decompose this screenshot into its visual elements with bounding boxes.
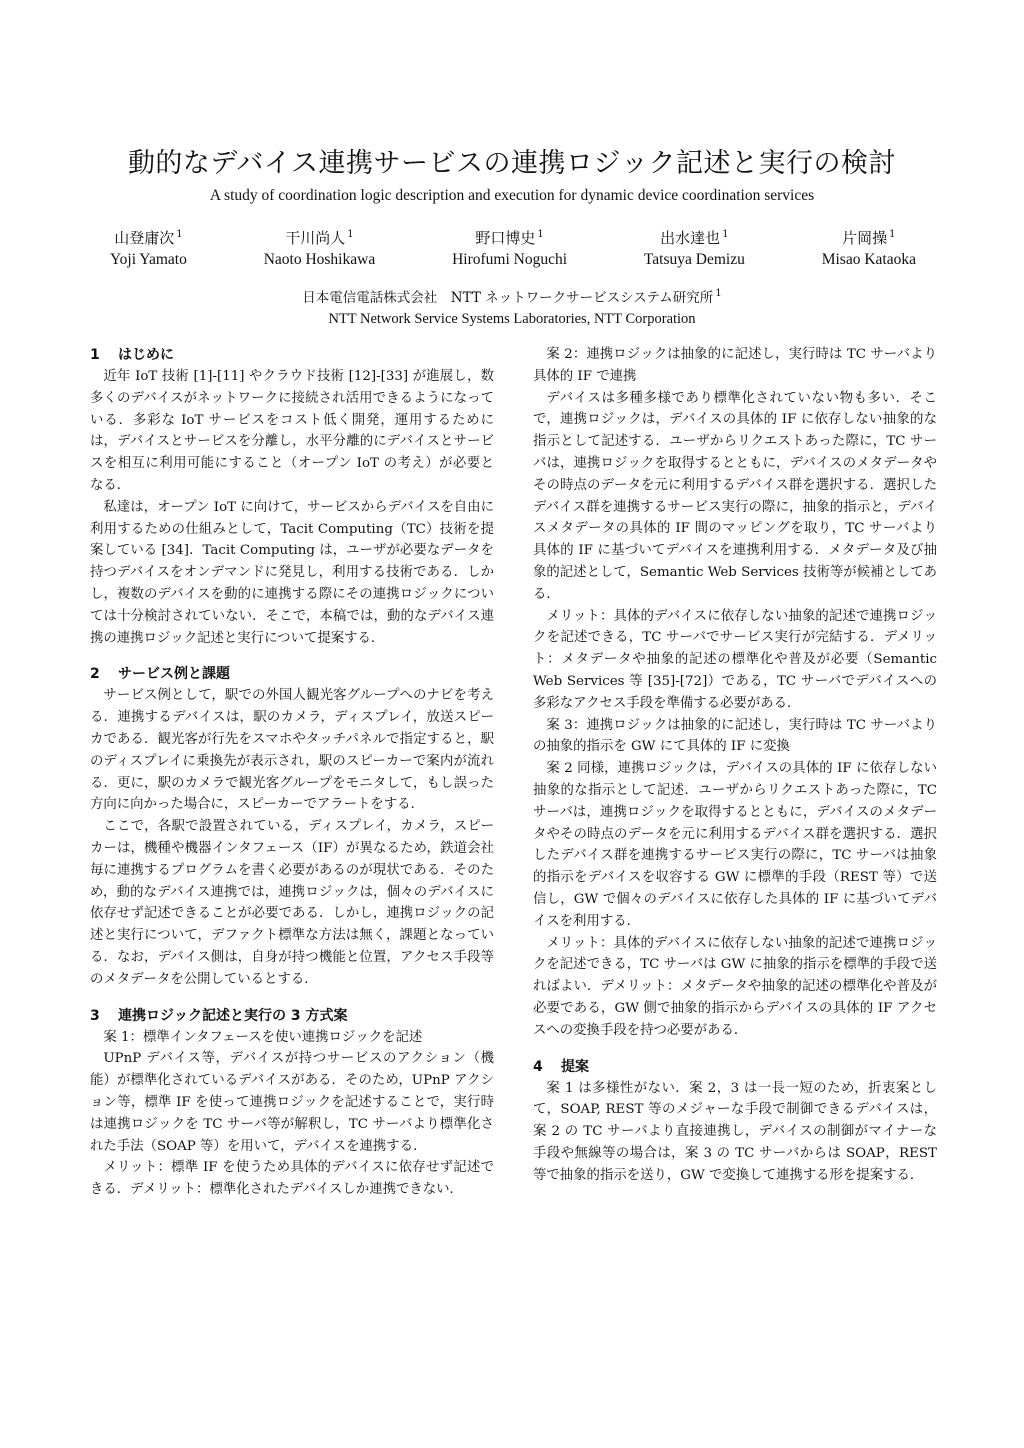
- author-name-jp: 干川尚人: [285, 229, 346, 247]
- author: [644, 224, 745, 271]
- paragraph: メリット：具体的デバイスに依存しない抽象的記述で連携ロジックを記述できる，TC サーバでサービス実行が完結する．デメリット：メタデータや抽象的記述の標準化や普及が必要（Semantic Web Services 等 [35]-[72]）である，TC サーバでデバイスへの多彩なアクセス手段を準備する必要がある．: [533, 608, 937, 711]
- paragraph: サービス例として，駅での外国人観光客グループへのナビを考える．連携するデバイスは，駅のカメラ，ディスプレイ，放送スピーカである．観光客が行先をスマホやタッチパネルで指定すると，駅のディスプレイに乗換先が表示され，駅のスピーカーで案内が流れる．更に，駅のカメラで観光客グループをモニタして，もし誤った方向に向かった場合に，スピーカーでアラートをする．: [90, 688, 494, 813]
- author-name-en: Hirofumi Noguchi: [452, 251, 568, 268]
- paragraph: メリット：標準 IF を使うため具体的デバイスに依存せず記述できる．デメリット：標準化されたデバイスしか連携できない．: [90, 1160, 494, 1198]
- author-name-en: Yoji Yamato: [110, 251, 187, 268]
- author-name-jp: 野口博史: [475, 229, 536, 247]
- section-number: 4: [533, 1058, 543, 1075]
- paragraph: 案 3：連携ロジックは抽象的に記述し，実行時は TC サーバよりの抽象的指示を GW にて具体的 IF に変換: [533, 717, 937, 755]
- left-column: [90, 344, 494, 1201]
- author-affil-mark: 1: [176, 229, 183, 240]
- author-name-jp: 山登庸次: [114, 229, 175, 247]
- section-title: 連携ロジック記述と実行の 3 方式案: [118, 1007, 348, 1024]
- author-list: [110, 224, 916, 271]
- affiliation-en: NTT Network Service Systems Laboratories, NTT Corporation: [328, 311, 696, 327]
- section-title: 提案: [561, 1058, 589, 1075]
- paragraph: 近年 IoT 技術 [1]-[11] やクラウド技術 [12]-[33] が進展し，数多くのデバイスがネットワークに接続され活用できるようになっている．多彩な IoT サービスをコスト低く開発，運用するためには，デバイスとサービスを分離し，水平分離的にデバイスとサービスを相互に利用可能にすること（オープン IoT の考え）が必要となる．: [90, 369, 494, 493]
- author-name-en: Tatsuya Demizu: [643, 251, 745, 268]
- section-heading: [90, 663, 494, 685]
- paragraph: ここで，各駅で設置されている，ディスプレイ，カメラ，スピーカーは，機種や機器インタフェース（IF）が異なるため，鉄道会社毎に連携するプログラムを書く必要があるのが現状である．そのため，動的なデバイス連携では，連携ロジックは，個々のデバイスに依存せず記述できることが必要である．しかし，連携ロジックの記述と実行について，デファクト標準な方法は無く，課題となっている．なお，デバイス側は，自身が持つ機能と位置，アクセス手段等のメタデータを公開しているとする．: [90, 819, 494, 987]
- section-heading: [533, 1056, 937, 1078]
- affiliation: [0, 283, 1024, 330]
- author-name-en: Naoto Hoshikawa: [263, 251, 376, 268]
- author-affil-mark: 1: [889, 229, 896, 240]
- paragraph: 案 1：標準インタフェースを使い連携ロジックを記述: [103, 1029, 423, 1045]
- section-number: 1: [90, 347, 100, 363]
- affiliation-mark: 1: [715, 288, 722, 299]
- author: [264, 224, 376, 271]
- paragraph: デバイスは多種多様であり標準化されていない物も多い．そこで，連携ロジックは，デバイスの具体的 IF に依存しない抽象的な指示として記述する．ユーザからリクエストあった際に，TC サーバは，連携ロジックを取得するとともに，デバイスのメタデータやその時点のデータを元に利用するデバイス群を選択する．選択したデバイス群を連携するサービス実行の際に，抽象的指示と，デバイスメタデータの具体的 IF 間のマッピングを取り，TC サーバより具体的 IF に基づいてデバイスを連携利用する．メタデータ及び抽象的記述として，Semantic Web Services 技術等が候補としてある．: [533, 390, 937, 602]
- paper-subtitle: A study of coordination logic description and execution for dynamic device coordination services: [209, 187, 815, 204]
- author-name-jp: 片岡操: [842, 229, 888, 247]
- author-name-jp: 出水達也: [660, 229, 721, 247]
- section-title: はじめに: [118, 347, 174, 363]
- paper-title: 動的なデバイス連携サービスの連携ロジック記述と実行の検討: [127, 148, 897, 179]
- section-title: サービス例と課題: [118, 666, 230, 683]
- paragraph: 案 1 は多様性がない．案 2，3 は一長一短のため，折衷案として，SOAP, REST 等のメジャーな手段で制御できるデバイスは，案 2 の TC サーバより直接連携し，デバイスの制御がマイナーな手段や無線等の場合は，案 3 の TC サーバからは SOAP，REST 等で抽象的指示を送り，GW で変換して連携する形を提案する．: [533, 1080, 937, 1183]
- author-affil-mark: 1: [537, 229, 544, 240]
- paragraph: 私達は，オープン IoT に向けて，サービスからデバイスを自由に利用するための仕組みとして，Tacit Computing（TC）技術を提案している [34]．Tacit Computing は，ユーザが必要なデータを持つデバイスをオンデマンドに発見し，利用する技術である．しかし，複数のデバイスを動的に連携する際にその連携ロジックについては十分検討されていない．そこで，本稿では，動的なデバイス連携の連携ロジック記述と実行について提案する．: [90, 499, 494, 646]
- section-heading: [90, 1005, 494, 1027]
- paragraph: UPnP デバイス等，デバイスが持つサービスのアクション（機能）が標準化されているデバイスがある．そのため，UPnP アクション等，標準 IF を使って連携ロジックを記述することで，実行時は連携ロジックを TC サーバ等が解釈し，TC サーバより標準化された手法（SOAP 等）を用いて，デバイスを連携する．: [90, 1051, 494, 1154]
- author-affil-mark: 1: [347, 229, 354, 240]
- affiliation-jp: 日本電信電話株式会社 NTT ネットワークサービスシステム研究所: [302, 290, 714, 306]
- right-column: [533, 344, 937, 1186]
- section-number: 3: [90, 1007, 100, 1024]
- author-name-en: Misao Kataoka: [821, 251, 916, 268]
- author: [822, 224, 916, 271]
- paragraph: メリット：具体的デバイスに依存しない抽象的記述で連携ロジックを記述できる，TC サーバは GW に抽象的指示を標準的手段で送ればよい．デメリット：メタデータや抽象的記述の標準化や普及が必要である，GW 側で抽象的指示からデバイスの具体的 IF アクセスへの変換手段を持つ必要がある．: [533, 935, 937, 1038]
- author: [452, 224, 567, 271]
- section-number: 2: [90, 666, 100, 683]
- section-heading: [90, 344, 494, 366]
- paragraph: 案 2：連携ロジックは抽象的に記述し，実行時は TC サーバより具体的 IF で連携: [533, 347, 937, 384]
- paragraph: 案 2 同様，連携ロジックは，デバイスの具体的 IF に依存しない抽象的な指示として記述．ユーザからリクエストあった際に，TC サーバは，連携ロジックを取得するとともに，デバイスのメタデータやその時点のデータを元に利用するデバイス群を選択する．選択したデバイス群を連携するサービス実行の際に，TC サーバは抽象的指示をデバイスを収容する GW に標準的手段（REST 等）で送信し，GW で個々のデバイスに依存した具体的 IF に基づいてデバイスを利用する．: [533, 761, 937, 929]
- author-affil-mark: 1: [722, 229, 729, 240]
- author: [110, 224, 187, 271]
